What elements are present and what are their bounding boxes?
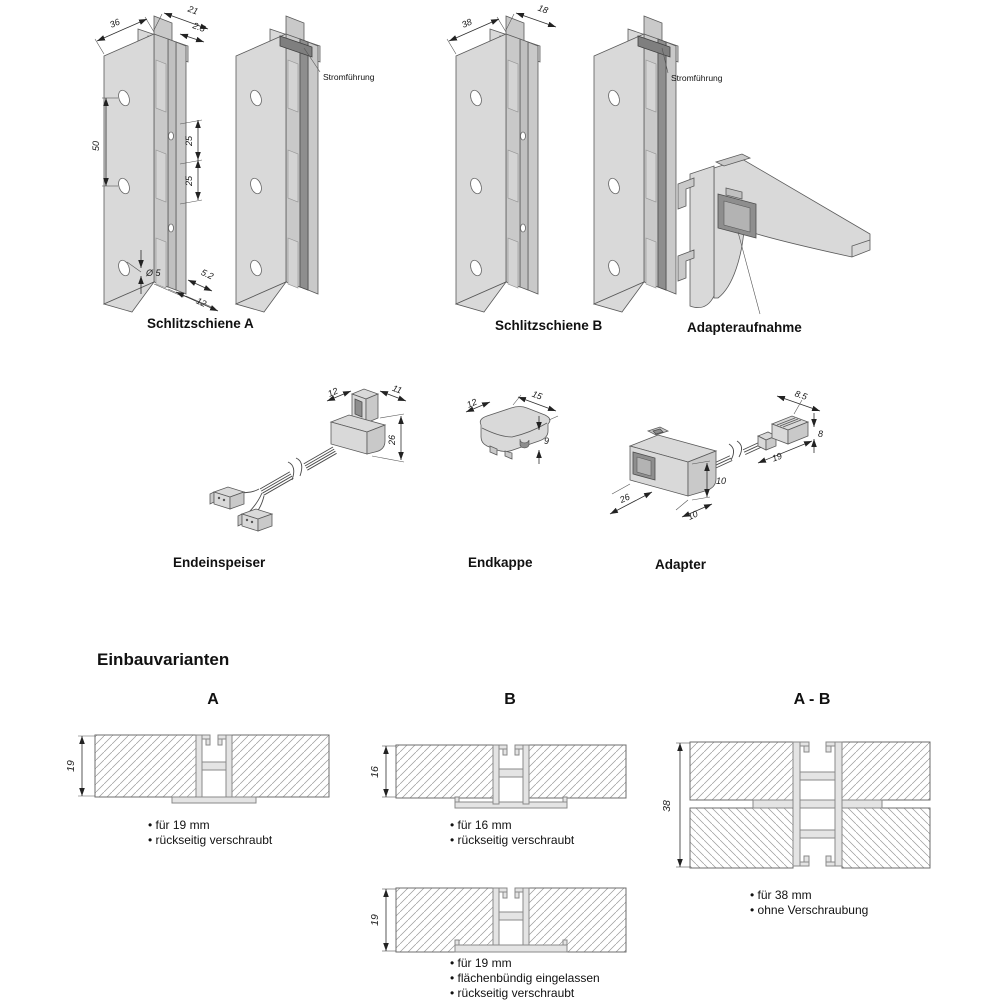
panel-top-right [842, 742, 930, 800]
panel-bottom-right [842, 808, 930, 868]
dim-label: 9 [544, 436, 550, 446]
dim-label: 11 [390, 382, 404, 396]
dim-label: 16 [369, 766, 381, 778]
note-item: • für 19 mm [148, 818, 272, 833]
rail-b-label: Schlitzschiene B [495, 318, 603, 333]
note-item: • rückseitig verschraubt [450, 833, 574, 848]
variant-a-heading: A [207, 691, 219, 708]
panel-bottom-left [690, 808, 793, 868]
panel-right [529, 888, 626, 952]
dim-label: 19 [65, 760, 77, 772]
adapter-drawing [610, 388, 823, 522]
rail-b-1-drawing [447, 3, 556, 312]
variant-b2-notes [450, 956, 600, 1000]
panel-right [529, 745, 626, 798]
variant-b1-section [369, 745, 626, 808]
dim-label: 12 [465, 396, 479, 410]
variant-a-section [65, 735, 329, 803]
note-item: • für 19 mm [450, 956, 600, 971]
dim-label: 26 [387, 434, 397, 446]
panel-top-left [690, 742, 793, 800]
variant-b1-notes [450, 818, 574, 848]
dim-label: 19 [369, 914, 381, 926]
endeinspeiser-drawing [210, 383, 406, 531]
note-item: • für 16 mm [450, 818, 574, 833]
dim-label: 15 [530, 388, 544, 402]
dim-label: 38 [661, 800, 673, 812]
dim-label: 12 [194, 295, 208, 309]
stromfuehrung-callout: Stromführung [671, 73, 723, 83]
note-item: • flächenbündig eingelassen [450, 971, 600, 986]
dim-label: 50 [91, 140, 101, 152]
rail-a-label: Schlitzschiene A [147, 316, 254, 331]
endkappe-label: Endkappe [468, 555, 533, 570]
variant-ab-heading: A - B [793, 691, 831, 708]
dim-label: 21 [186, 3, 200, 17]
variant-b-heading: B [504, 691, 516, 708]
rail-a-2-drawing [236, 16, 375, 312]
dim-label: 2.5 [191, 20, 207, 35]
dim-label: 8.5 [793, 388, 809, 402]
einbauvarianten-title: Einbauvarianten [97, 650, 230, 669]
dim-label: 18 [536, 2, 550, 16]
dim-label: 5.2 [199, 267, 216, 282]
note-item: • für 38 mm [750, 888, 868, 903]
dim-label: 26 [618, 491, 632, 505]
dim-label: 12 [326, 385, 340, 399]
variant-b2-section [369, 888, 626, 952]
panel-left [396, 888, 493, 952]
endeinspeiser-label: Endeinspeiser [173, 555, 266, 570]
variant-ab-section [661, 742, 930, 868]
dim-label: 10 [716, 476, 727, 486]
adapter-label: Adapter [655, 557, 707, 572]
panel-right [232, 735, 329, 797]
rail-a-1-drawing [91, 3, 218, 312]
note-item: • rückseitig verschraubt [450, 986, 600, 1000]
dim-label: 8 [818, 429, 824, 439]
note-item: • rückseitig verschraubt [148, 833, 272, 848]
panel-left [95, 735, 196, 797]
dim-label: 10 [686, 508, 700, 522]
dim-label: 25 [184, 135, 194, 147]
variant-ab-notes [750, 888, 868, 918]
dim-label: Ø 5 [146, 268, 161, 278]
variant-a-notes [148, 818, 272, 848]
dim-label: 25 [184, 175, 194, 187]
bracket-label: Adapteraufnahme [687, 320, 802, 335]
stromfuehrung-callout: Stromführung [323, 72, 375, 82]
dim-label: 19 [770, 450, 784, 464]
endkappe-drawing [465, 389, 558, 464]
note-item: • ohne Verschraubung [750, 903, 868, 918]
dim-label: 36 [108, 16, 122, 30]
panel-left [396, 745, 493, 798]
dim-label: 38 [460, 16, 474, 30]
adapteraufnahme-drawing [678, 154, 870, 314]
